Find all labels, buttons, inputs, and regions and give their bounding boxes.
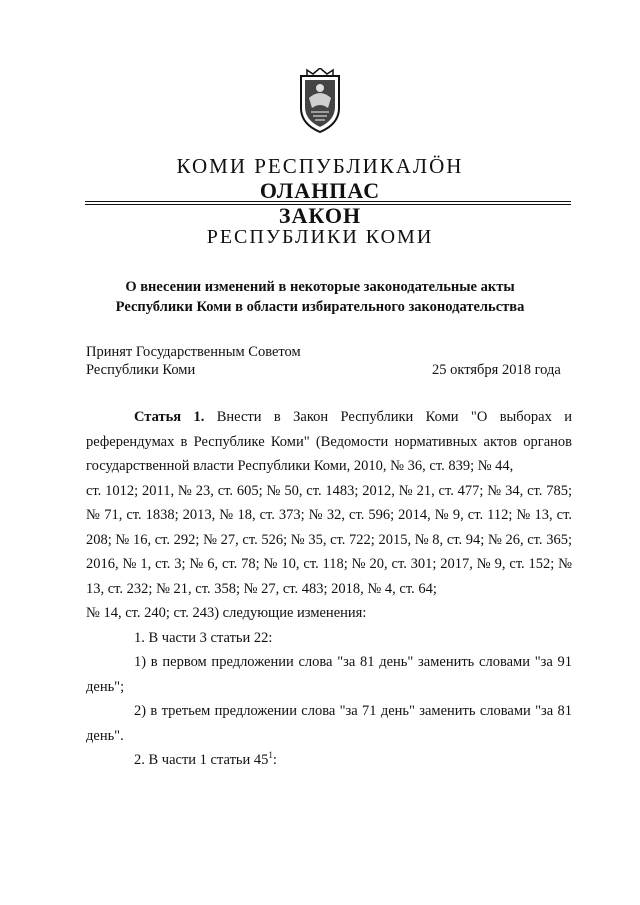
article-1-item-1: 1. В части 3 статьи 22:: [134, 629, 273, 646]
article-1-paragraph-2: ст. 1012; 2011, № 23, ст. 605; № 50, ст. 1483; 2012, № 21, ст. 477; № 34, ст. 785; № 71, ст. 1838; 2013, № 18, ст. 373; № 32, ст. 596; 2014, № 9, ст. 112; № 13, ст. 208; № 16, ст. 292; № 27, ст. 526; № 35, ст. 722; 2015, № 8, ст. 94; № 26, ст. 365; 2016, № 1, ст. 3; № 6, ст. 78; № 10, ст. 118; № 20, ст. 301; 2017, № 9, ст. 152; № 13, ст. 232; № 21, ст. 358; № 27, ст. 483; 2018, № 4, ст. 64;: [86, 482, 572, 597]
adoption-body-line-1: Принят Государственным Советом: [86, 344, 301, 360]
law-subject-line-2: Республики Коми в области избирательного законодательства: [115, 299, 525, 315]
coat-of-arms-emblem: [295, 68, 345, 134]
article-1-paragraph-1: Статья 1. Внести в Закон Республики Коми "О выборах и референдумах в Республике Коми" (Ведомости нормативных актов органов государственной власти Республики Коми, 2010, № 36, ст. 839; № 44,: [86, 409, 572, 474]
article-1-item-2: 2. В части 1 статьи $45^1$:: [134, 750, 277, 768]
header-zakon: ЗАКОН: [278, 203, 362, 228]
adoption-date: 25 октября 2018 года: [432, 362, 561, 378]
header-respubliki-komi: РЕСПУБЛИКИ КОМИ: [206, 226, 434, 248]
divider-top: [85, 201, 571, 202]
article-1-item-1-1: 1) в первом предложении слова "за 81 день" заменить словами "за 91 день";: [86, 654, 572, 695]
adoption-body-line-2: Республики Коми: [86, 362, 196, 378]
header-olanpas: ОЛАНПАС: [259, 178, 381, 203]
header-komi-republic: КОМИ РЕСПУБЛИКАЛӦН: [176, 154, 464, 178]
article-1-paragraph-3: № 14, ст. 240; ст. 243) следующие изменения:: [86, 605, 367, 621]
article-1-body: [86, 405, 572, 773]
article-1-item-1-2: 2) в третьем предложении слова "за 71 день" заменить словами "за 81 день".: [86, 703, 572, 744]
article-1-label: Статья 1.: [134, 409, 205, 425]
law-subject-line-1: О внесении изменений в некоторые законодательные акты: [125, 279, 515, 295]
